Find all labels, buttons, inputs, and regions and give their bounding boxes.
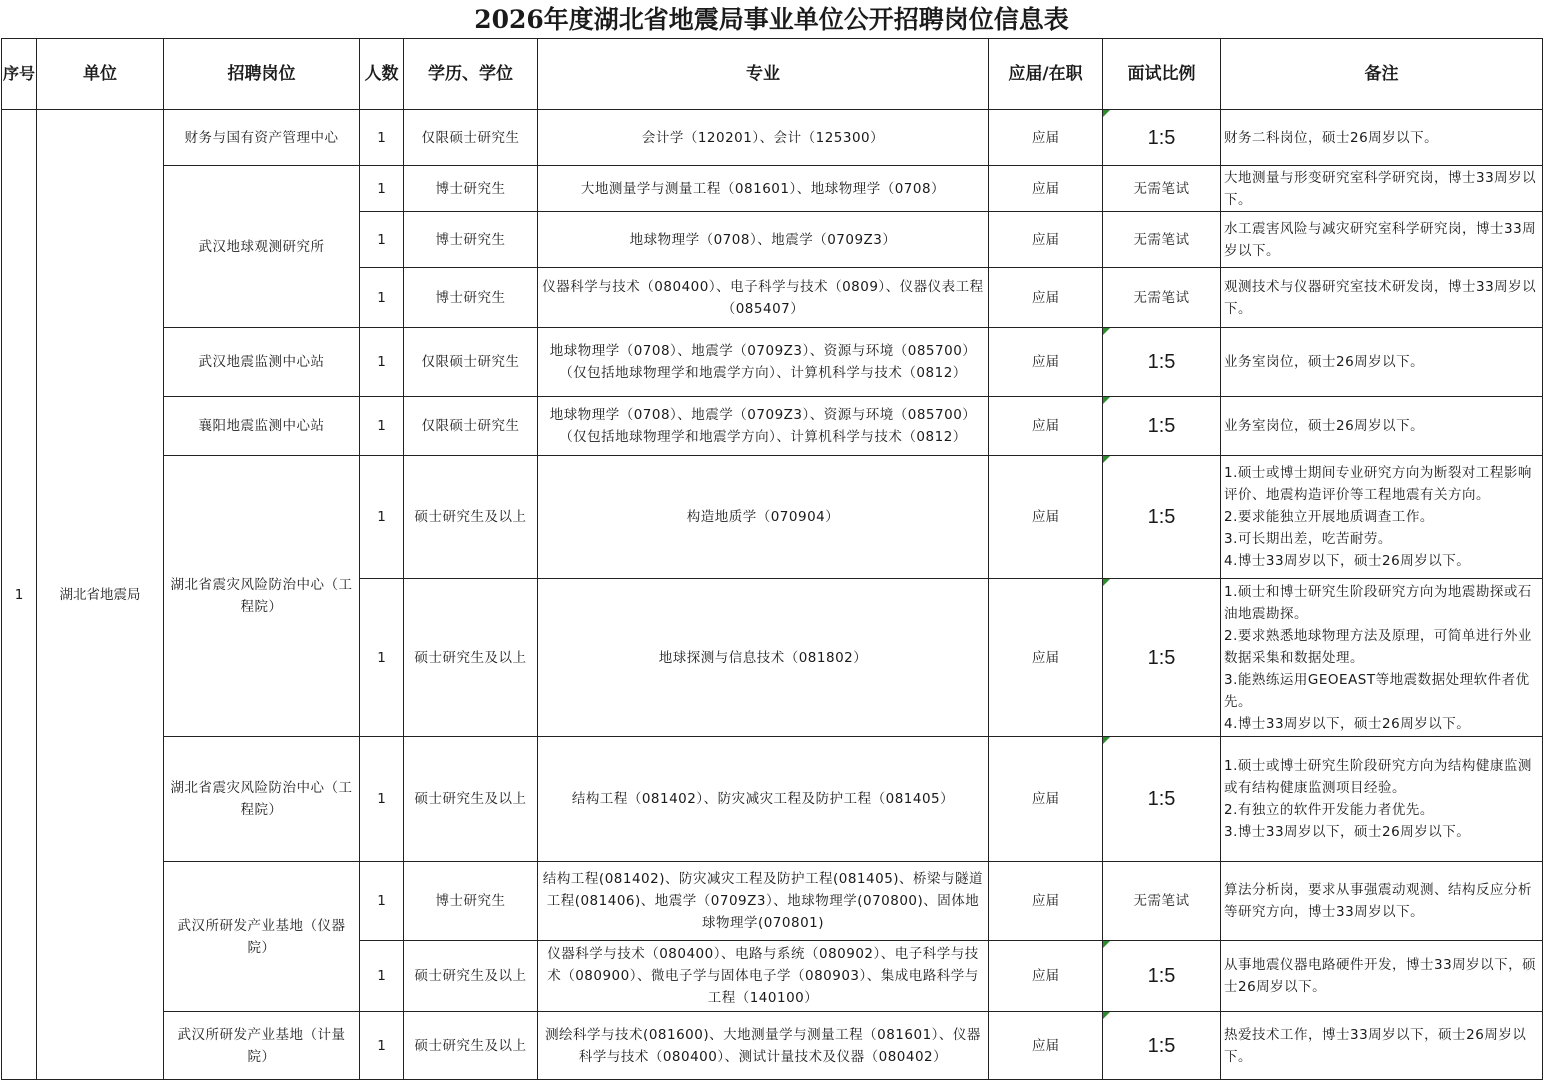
remark-line: 4.博士33周岁以下，硕士26周岁以下。 [1224,715,1471,732]
header-row [2,39,1543,110]
remark-cell [1221,456,1543,579]
count-cell: 1 [360,166,404,212]
count-cell: 1 [360,268,404,328]
position-cell: 襄阳地震监测中心站 [164,397,360,456]
major-cell: 测绘科学与技术(081600)、大地测量学与测量工程（081601）、仪器科学与技术（080400）、测试计量技术及仪器（080402） [538,1012,989,1080]
major-cell: 地球探测与信息技术（081802） [538,579,989,737]
remark-line: 财务二科岗位，硕士26周岁以下。 [1224,129,1439,146]
status-cell: 应届 [989,941,1103,1012]
ratio-cell: 1:5 [1103,737,1221,862]
ratio-cell: 1:5 [1103,579,1221,737]
remark-cell [1221,397,1543,456]
education-cell: 博士研究生 [404,268,538,328]
header-education: 学历、学位 [404,39,538,110]
remark-cell [1221,166,1543,212]
major-cell: 仪器科学与技术（080400）、电路与系统（080902）、电子科学与技术（080900）、微电子学与固体电子学（080903）、集成电路科学与工程（140100） [538,941,989,1012]
ratio-cell: 无需笔试 [1103,212,1221,268]
count-cell: 1 [360,397,404,456]
header-count: 人数 [360,39,404,110]
status-cell: 应届 [989,166,1103,212]
ratio-cell: 1:5 [1103,1012,1221,1080]
remark-line: 3.可长期出差，吃苦耐劳。 [1224,531,1392,547]
remark-line: 3.能熟练运用GEOEAST等地震数据处理软件者优先。 [1224,671,1530,710]
count-cell: 1 [360,110,404,166]
header-major: 专业 [538,39,989,110]
status-cell: 应届 [989,737,1103,862]
remark-cell [1221,941,1543,1012]
position-cell: 武汉所研发产业基地（计量院） [164,1012,360,1080]
position-cell: 武汉地震监测中心站 [164,328,360,397]
header-seq: 序号 [2,39,37,110]
remark-line: 1.硕士或博士研究生阶段研究方向为结构健康监测或有结构健康监测项目经验。 [1224,758,1532,796]
position-cell: 湖北省震灾风险防治中心（工程院） [164,456,360,737]
position-cell: 武汉地球观测研究所 [164,166,360,328]
education-cell: 硕士研究生及以上 [404,737,538,862]
ratio-cell: 1:5 [1103,941,1221,1012]
header-status: 应届/在职 [989,39,1103,110]
major-cell: 地球物理学（0708）、地震学（0709Z3）、资源与环境（085700）（仅包括地球物理学和地震学方向）、计算机科学与技术（0812） [538,397,989,456]
major-cell: 大地测量学与测量工程（081601）、地球物理学（0708） [538,166,989,212]
remark-cell [1221,1012,1543,1080]
remark-line: 业务室岗位，硕士26周岁以下。 [1224,418,1425,434]
header-remark: 备注 [1221,39,1543,110]
major-cell: 会计学（120201）、会计（125300） [538,110,989,166]
remark-line: 水工震害风险与减灾研究室科学研究岗，博士33周岁以下。 [1224,220,1537,259]
table-row [2,456,1543,579]
table-row [2,166,1543,212]
count-cell: 1 [360,212,404,268]
status-cell: 应届 [989,397,1103,456]
count-cell: 1 [360,1012,404,1080]
remark-cell [1221,212,1543,268]
header-unit: 单位 [37,39,164,110]
remark-line: 3.博士33周岁以下，硕士26周岁以下。 [1224,824,1471,840]
position-cell: 财务与国有资产管理中心 [164,110,360,166]
remark-cell [1221,862,1543,941]
table-row [2,862,1543,941]
ratio-cell: 1:5 [1103,328,1221,397]
remark-cell [1221,328,1543,397]
header-position: 招聘岗位 [164,39,360,110]
remark-line: 热爱技术工作，博士33周岁以下，硕士26周岁以下。 [1224,1026,1527,1065]
education-cell: 仅限硕士研究生 [404,328,538,397]
education-cell: 硕士研究生及以上 [404,456,538,579]
ratio-cell: 1:5 [1103,456,1221,579]
position-cell: 湖北省震灾风险防治中心（工程院） [164,737,360,862]
education-cell: 博士研究生 [404,166,538,212]
table-row [2,1012,1543,1080]
ratio-cell: 无需笔试 [1103,268,1221,328]
status-cell: 应届 [989,1012,1103,1080]
seq-cell: 1 [2,110,37,1080]
remark-line: 从事地震仪器电路硬件开发，博士33周岁以下，硕士26周岁以下。 [1224,957,1537,995]
ratio-cell: 无需笔试 [1103,862,1221,941]
major-cell: 结构工程(081402)、防灾减灾工程及防护工程(081405)、桥梁与隧道工程(081406)、地震学（0709Z3）、地球物理学(070800)、固体地球物理学(070801) [538,862,989,941]
position-cell: 武汉所研发产业基地（仪器院） [164,862,360,1012]
major-cell: 地球物理学（0708）、地震学（0709Z3）、资源与环境（085700）（仅包括地球物理学和地震学方向）、计算机科学与技术（0812） [538,328,989,397]
ratio-cell: 无需笔试 [1103,166,1221,212]
status-cell: 应届 [989,110,1103,166]
table-row [2,397,1543,456]
recruitment-table [1,38,1543,1080]
count-cell: 1 [360,737,404,862]
education-cell: 仅限硕士研究生 [404,397,538,456]
count-cell: 1 [360,941,404,1012]
count-cell: 1 [360,862,404,941]
status-cell: 应届 [989,212,1103,268]
remark-cell [1221,579,1543,737]
remark-cell [1221,110,1543,166]
page-title: 2026年度湖北省地震局事业单位公开招聘岗位信息表 [474,5,1069,34]
remark-line: 大地测量与形变研究室科学研究岗，博士33周岁以下。 [1224,169,1537,208]
education-cell: 硕士研究生及以上 [404,1012,538,1080]
remark-line: 1.硕士或博士期间专业研究方向为断裂对工程影响评价、地震构造评价等工程地震有关方向。 [1224,465,1532,503]
table-row [2,737,1543,862]
remark-cell [1221,737,1543,862]
count-cell: 1 [360,579,404,737]
count-cell: 1 [360,456,404,579]
major-cell: 地球物理学（0708）、地震学（0709Z3） [538,212,989,268]
remark-line: 2.要求熟悉地球物理方法及原理，可简单进行外业数据采集和数据处理。 [1224,627,1532,666]
count-cell: 1 [360,328,404,397]
remark-line: 观测技术与仪器研究室技术研发岗，博士33周岁以下。 [1224,278,1537,317]
table-row [2,328,1543,397]
remark-line: 业务室岗位，硕士26周岁以下。 [1224,354,1425,370]
major-cell: 构造地质学（070904） [538,456,989,579]
education-cell: 博士研究生 [404,212,538,268]
remark-cell [1221,268,1543,328]
remark-line: 2.要求能独立开展地质调查工作。 [1224,509,1434,525]
education-cell: 硕士研究生及以上 [404,941,538,1012]
status-cell: 应届 [989,862,1103,941]
status-cell: 应届 [989,579,1103,737]
status-cell: 应届 [989,456,1103,579]
major-cell: 仪器科学与技术（080400）、电子科学与技术（0809）、仪器仪表工程 （085407） [538,268,989,328]
education-cell: 硕士研究生及以上 [404,579,538,737]
major-cell: 结构工程（081402）、防灾减灾工程及防护工程（081405） [538,737,989,862]
table-row [2,110,1543,166]
header-ratio: 面试比例 [1103,39,1221,110]
education-cell: 博士研究生 [404,862,538,941]
status-cell: 应届 [989,268,1103,328]
remark-line: 4.博士33周岁以下，硕士26周岁以下。 [1224,553,1471,569]
remark-line: 1.硕士和博士研究生阶段研究方向为地震勘探或石油地震勘探。 [1224,583,1532,622]
unit-cell: 湖北省地震局 [37,110,164,1080]
ratio-cell: 1:5 [1103,397,1221,456]
status-cell: 应届 [989,328,1103,397]
remark-line: 算法分析岗，要求从事强震动观测、结构反应分析等研究方向，博士33周岁以下。 [1224,882,1532,920]
ratio-cell: 1:5 [1103,110,1221,166]
remark-line: 2.有独立的软件开发能力者优先。 [1224,802,1434,818]
education-cell: 仅限硕士研究生 [404,110,538,166]
